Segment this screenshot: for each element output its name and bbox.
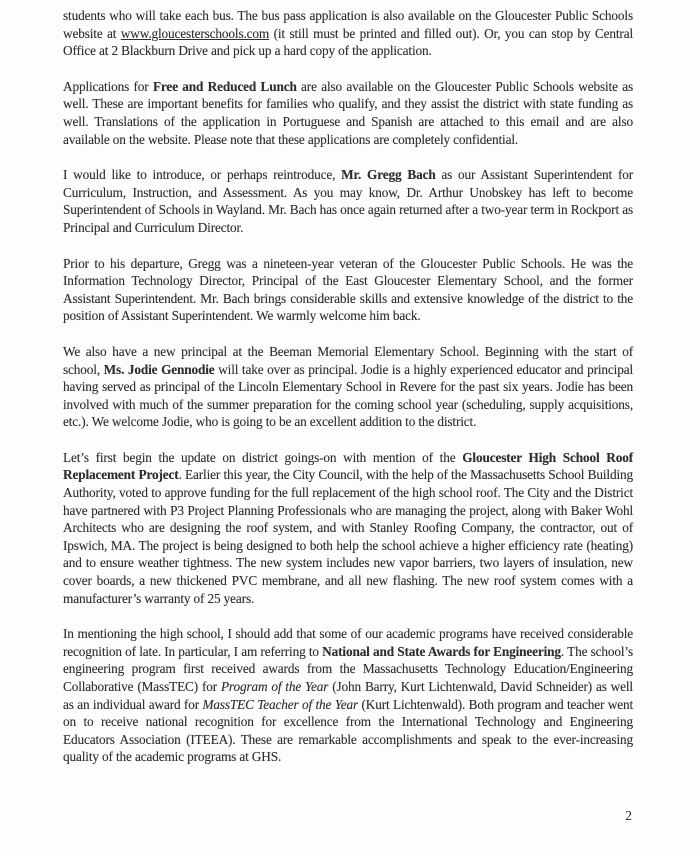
paragraph — [63, 166, 633, 236]
text-run: (Kurt Lichtenwald). Both program and teacher went on to receive national recognition for excellence from the International Technology and Engineering Educators Association (ITEEA). These are remarkable accomplishments and speak to the ever-increasing quality of the academic programs at GHS. — [63, 696, 634, 765]
text-run: Mr. Gregg Bach — [341, 167, 436, 183]
paragraph — [63, 7, 633, 60]
text-run: . Earlier this year, the City Council, with the help of the Massachusetts School Building Authority, voted to approve funding for the full replacement of the high school roof. The City and the District have partnered with P3 Project Planning Professionals who are managing the project, along with Baker Wohl Architects who are designing the roof system, and with Stanley Roofing Company, the contractor, out of Ipswich, MA. The project is being designed to both help the school achieve a higher efficiency rate (heating) and to ensure weather tightness. The new system includes new vapor barriers, two layers of insulation, new cover boards, a new thickened PVC membrane, and all new flashing. The new roof system comes with a manufacturer’s warranty of 25 years. — [63, 467, 633, 606]
text-run: are also available on the Gloucester Public Schools website as well. These are important benefits for families who qualify, and they assist the district with state funding as well. Translations of the application in Portuguese and Spanish are attached to this email and are also available on the website. Please note that these applications are completely confidential. — [63, 78, 633, 147]
paragraph — [63, 78, 633, 148]
text-run: I would like to introduce, or perhaps reintroduce, — [63, 167, 342, 183]
paragraph — [63, 449, 633, 607]
document-body — [63, 7, 633, 766]
text-run: . The school’s engineering program first received awards from the Massachusetts Technology Education/Engineering Collaborative (MassTEC) for — [63, 643, 634, 694]
text-run: National and State Awards for Engineering — [322, 643, 561, 659]
text-run: (it still must be printed and filled out). Or, you can stop by Central Office at 2 Blackburn Drive and pick up a hard copy of the application. — [63, 25, 634, 59]
page-number: 2 — [625, 808, 632, 823]
text-run: as our Assistant Superintendent for Curriculum, Instruction, and Assessment. As you may know, Dr. Arthur Unobskey has left to become Superintendent of Schools in Wayland. Mr. Bach has once again returned after a two-year term in Rockport as Principal and Curriculum Director. — [63, 167, 633, 235]
url-text: www.gloucesterschools.com — [120, 25, 270, 41]
text-run: We also have a new principal at the Beeman Memorial Elementary School. Beginning with the start of school, — [63, 343, 633, 377]
text-run: Let’s first begin the update on district goings-on with mention of the — [63, 449, 463, 465]
text-run: MassTEC Teacher of the Year — [202, 696, 359, 712]
text-run: Gloucester High School Roof Replacement Project — [63, 449, 633, 483]
text-run: Program of the Year — [220, 679, 329, 694]
text-run: In mentioning the high school, I should add that some of our academic programs have received considerable recognition of late. In particular, I am referring to — [63, 626, 633, 659]
text-run: (John Barry, Kurt Lichtenwald, David Schneider) as well as an individual award for — [63, 679, 633, 712]
text-run: Applications for — [63, 78, 153, 94]
text-run: students who will take each bus. The bus pass application is also available on the Gloucester Public Schools website at — [63, 8, 633, 41]
text-run: Ms. Jodie Gennodie — [103, 361, 215, 377]
text-run: will take over as principal. Jodie is a highly experienced educator and principal having served as principal of the Lincoln Elementary School in Revere for the past six years. Jodie has been involved with much of the summer preparation for the coming school year (scheduling, supply acquisitions, etc.). We welcome Jodie, who is going to be an excellent addition to the district. — [63, 361, 633, 430]
paragraph — [63, 625, 633, 766]
paragraph — [63, 255, 633, 325]
paragraph — [63, 343, 633, 431]
text-run: Free and Reduced Lunch — [152, 78, 297, 94]
text-run: Prior to his departure, Gregg was a nineteen-year veteran of the Gloucester Public Schools. He was the Information Technology Director, Principal of the East Gloucester Elementary School, and the former Assistant Superintendent. Mr. Bach brings considerable skills and extensive knowledge of the district to the position of Assistant Superintendent. We warmly welcome him back. — [63, 255, 633, 324]
